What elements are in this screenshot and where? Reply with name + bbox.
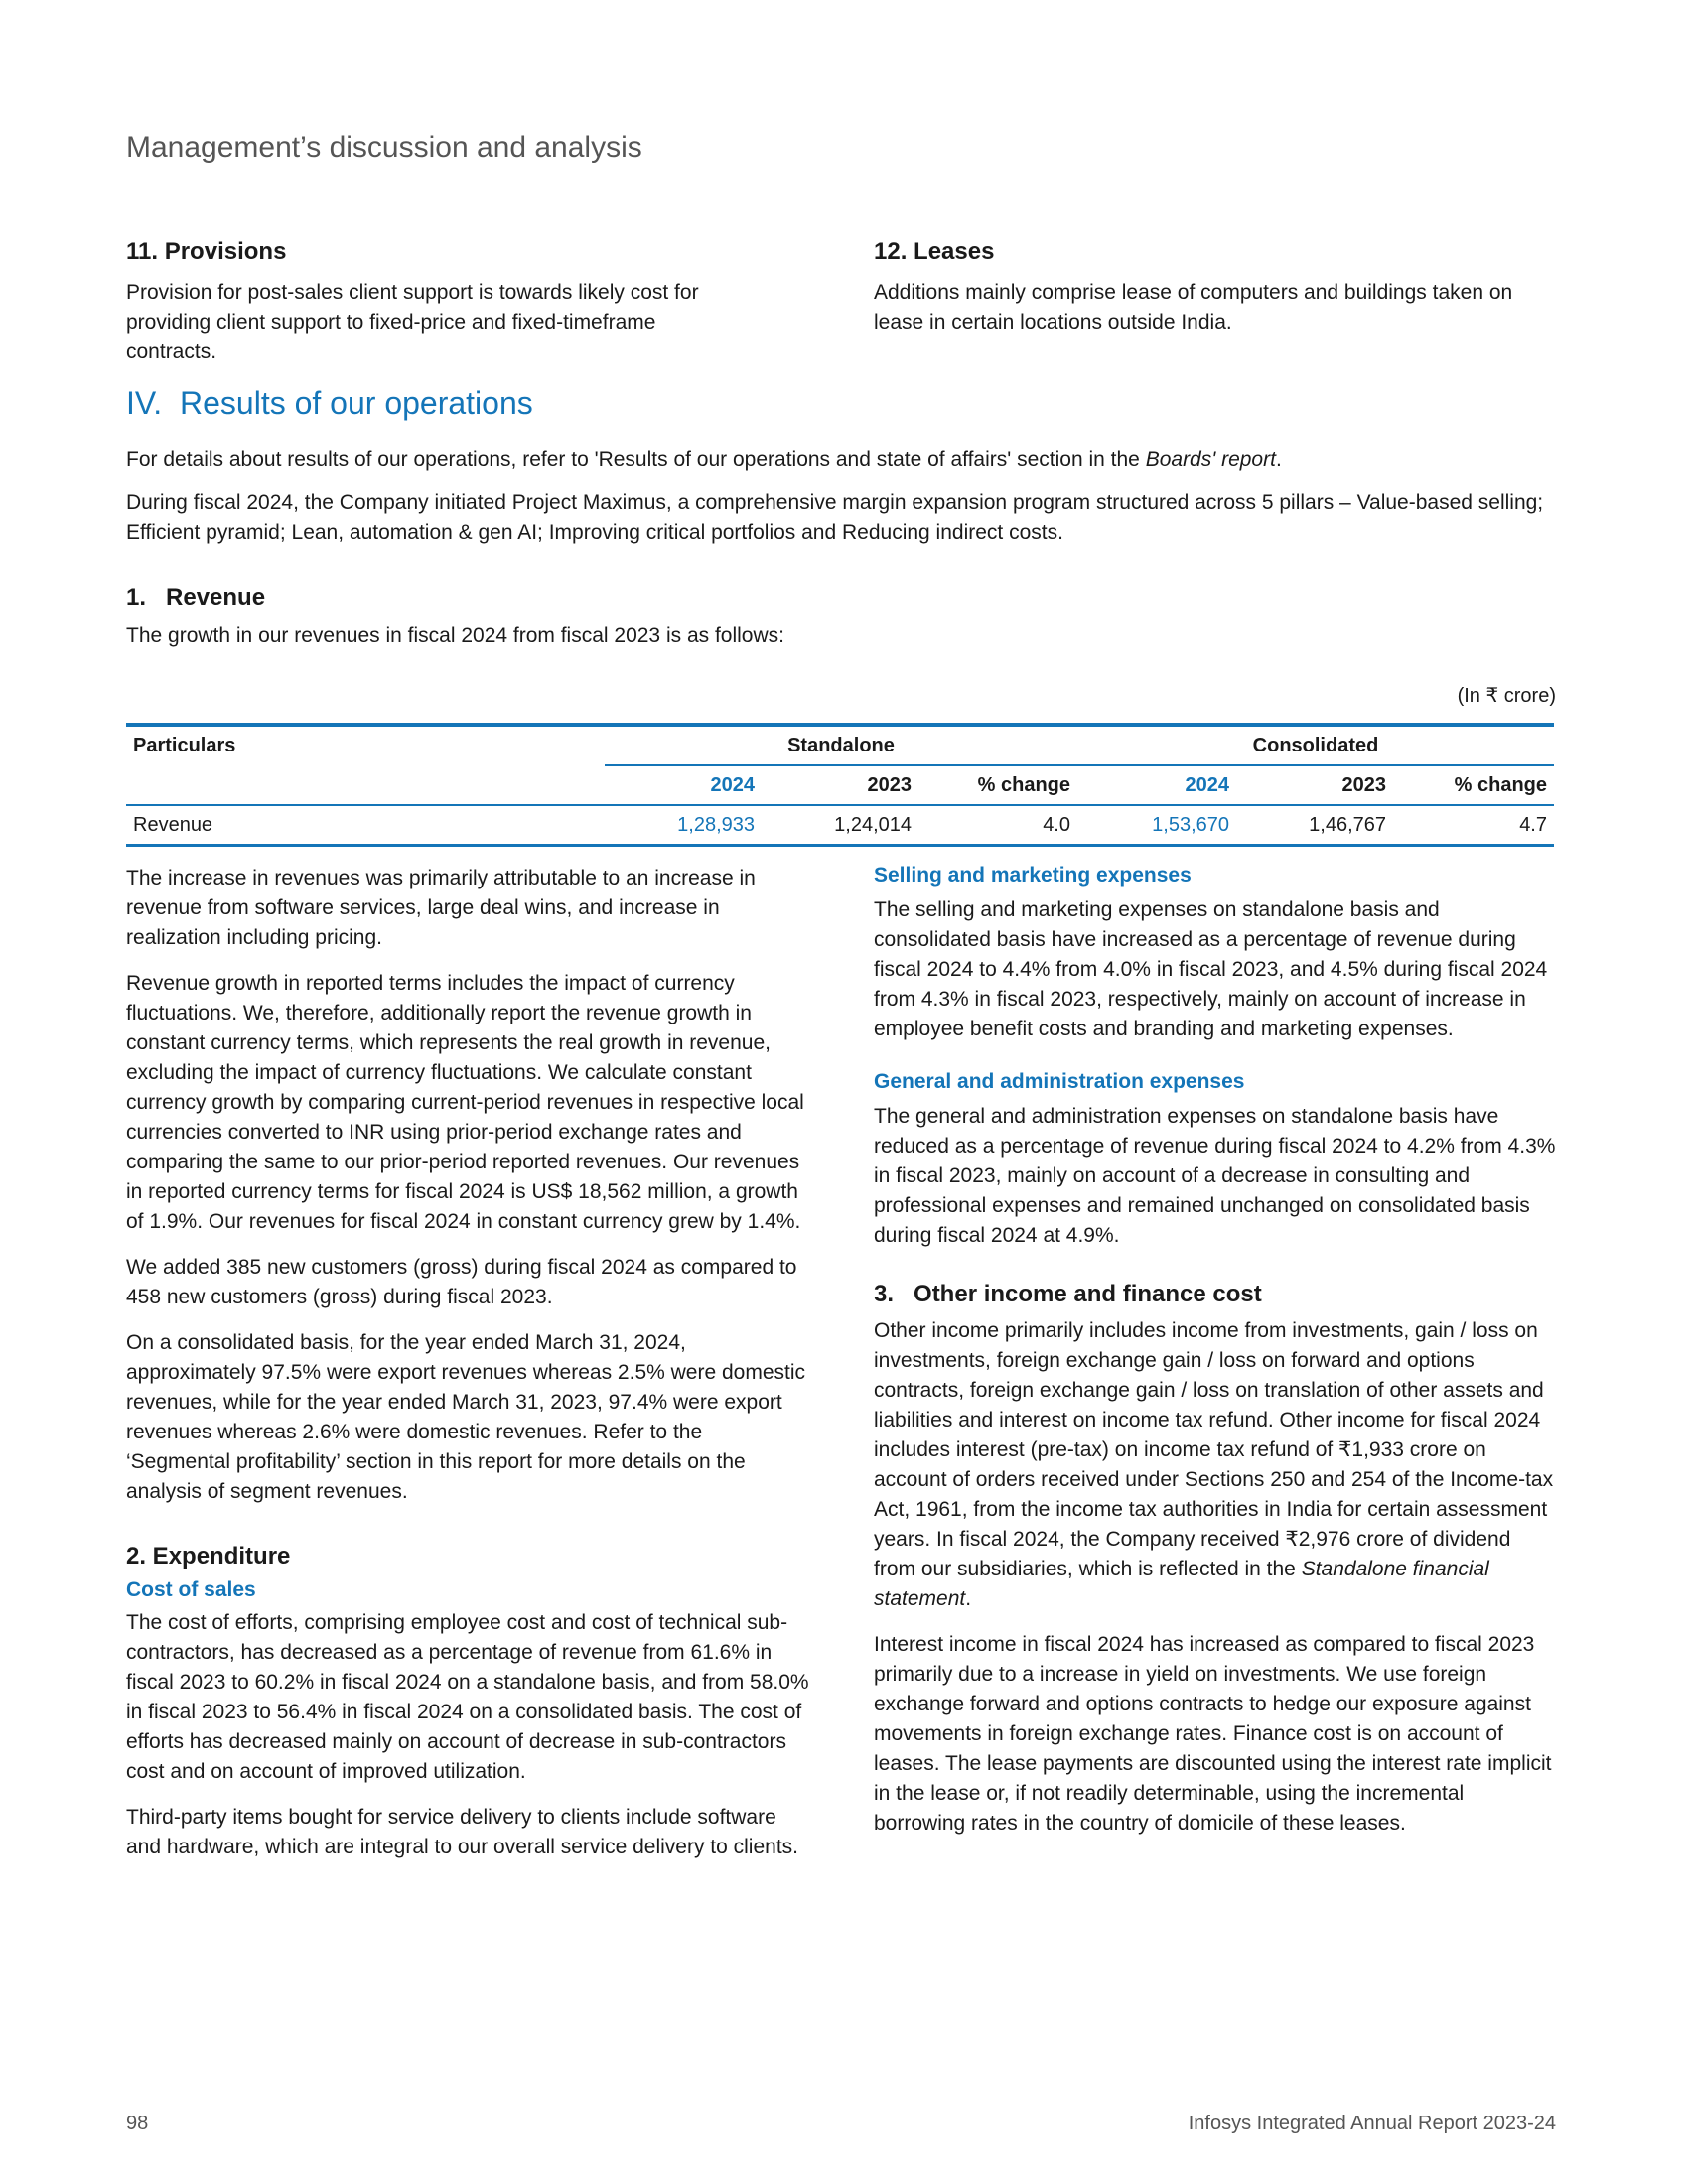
particulars-header: Particulars	[133, 735, 236, 756]
section-title	[126, 385, 533, 422]
revenue-heading-block	[126, 584, 784, 651]
selling-paragraph: The selling and marketing expenses on standalone basis and consolidated basis have increased as a percentage of revenue during fiscal 2024 to 4.4% from 4.0% in fiscal 2023, and 4.5% during fiscal 2024 from 4.3% in fiscal 2023, respectively, mainly on account of increase in employee benefit costs and branding and marketing expenses.	[874, 898, 1548, 1040]
selling-heading: Selling and marketing expenses	[874, 864, 1192, 887]
standalone-2023-header: 2023	[867, 773, 912, 796]
page-number: 98	[126, 2113, 149, 2134]
leases-heading: 12. Leases	[874, 238, 995, 265]
empty-cell	[126, 765, 605, 805]
intro-1-text: For details about results of our operations, refer to 'Results of our operations and state of affairs' section in the	[126, 448, 1146, 471]
consolidated-change-header: % change	[1454, 773, 1547, 796]
standalone-header: Standalone	[605, 725, 1077, 765]
revenue-paragraph-1: The increase in revenues was primarily attributable to an increase in revenue from software services, large deal wins, and increase in realization including pricing.	[126, 867, 756, 949]
consolidated-2024-value: 1,53,670	[1152, 813, 1229, 836]
consolidated-change-value: 4.7	[1519, 813, 1547, 836]
section-intro-1	[126, 445, 1556, 475]
section-intro-2: During fiscal 2024, the Company initiated Project Maximus, a comprehensive margin expansion program structured across 5 pillars – Value-based selling; Efficient pyramid; Lean, automation & gen AI; Improving critical portfolios and Reducing indirect costs.	[126, 491, 1544, 544]
left-column	[126, 864, 811, 1862]
standalone-2024-header: 2024	[710, 773, 755, 796]
table-header-row-2	[126, 765, 1554, 805]
expenditure-heading: 2. Expenditure	[126, 1543, 291, 1570]
leases-text: Additions mainly comprise lease of computers and buildings taken on lease in certain locations outside India.	[874, 281, 1513, 334]
standalone-2024-value: 1,28,933	[677, 813, 755, 836]
revenue-paragraph-2: Revenue growth in reported terms includes the impact of currency fluctuations. We, therefore, additionally report the revenue growth in constant currency terms, which represents the real growth in revenue, excluding the impact of currency fluctuations. We calculate constant currency growth by comparing current-period revenues in respective local currencies converted to INR using prior-period exchange rates and comparing the same to our prior-period reported revenues. Our revenues in reported currency terms for fiscal 2024 is US$ 18,562 million, a growth of 1.9%. Our revenues for fiscal 2024 in constant currency grew by 1.4%.	[126, 972, 804, 1233]
other-income-p1-italic: Standalone financial statement	[874, 1558, 1489, 1610]
page-header-title: Management’s discussion and analysis	[126, 131, 642, 164]
section-number: IV.	[126, 385, 163, 421]
row-label: Revenue	[133, 813, 213, 836]
consolidated-2023-value: 1,46,767	[1309, 813, 1386, 836]
other-income-paragraph-1	[874, 1316, 1557, 1614]
other-income-heading: 3. Other income and finance cost	[874, 1281, 1262, 1307]
consolidated-2023-header: 2023	[1341, 773, 1386, 796]
right-column	[874, 864, 1557, 1839]
other-income-p1-text: Other income primarily includes income from investments, gain / loss on investments, foreign exchange gain / loss on forward and options contracts, foreign exchange gain / loss on translation of other assets and liabilities and interest on income tax refund. Other income for fiscal 2024 includes interest (pre-tax) on income tax refund of ₹1,933 crore on account of orders received under Sections 250 and 254 of the Income-tax Act, 1961, from the income tax authorities in India for certain assessment years. In fiscal 2024, the Company received ₹2,976 crore of dividend from our subsidiaries, which is reflected in the	[874, 1319, 1554, 1580]
other-income-p1-end: .	[965, 1587, 972, 1610]
table-header-row-1	[126, 725, 1554, 765]
cost-of-sales-paragraph-2: Third-party items bought for service delivery to clients include software and hardware, which are integral to our overall service delivery to clients.	[126, 1806, 798, 1858]
ga-heading: General and administration expenses	[874, 1070, 1245, 1093]
consolidated-header: Consolidated	[1077, 725, 1554, 765]
provisions-heading: 11. Provisions	[126, 238, 287, 265]
other-income-paragraph-2: Interest income in fiscal 2024 has increased as compared to fiscal 2023 primarily due to a increase in yield on investments. We use foreign exchange forward and options contracts to hedge our exposure against movements in foreign exchange rates. Finance cost is on account of leases. The lease payments are discounted using the interest rate implicit in the lease or, if not readily determinable, using the incremental borrowing rates in the country of domicile of these leases.	[874, 1633, 1552, 1835]
section-title-text: Results of our operations	[180, 385, 533, 421]
revenue-table	[126, 723, 1554, 847]
ga-paragraph: The general and administration expenses on standalone basis have reduced as a percentage of revenue during fiscal 2024 to 4.2% from 4.3% in fiscal 2023, mainly on account of a decrease in consulting and professional expenses and remained unchanged on consolidated basis during fiscal 2024 at 4.9%.	[874, 1105, 1556, 1247]
revenue-intro: The growth in our revenues in fiscal 2024 from fiscal 2023 is as follows:	[126, 624, 784, 647]
report-title: Infosys Integrated Annual Report 2023-24	[1188, 2113, 1556, 2134]
revenue-paragraph-4: On a consolidated basis, for the year ended March 31, 2024, approximately 97.5% were export revenues whereas 2.5% were domestic revenues, while for the year ended March 31, 2023, 97.4% were export revenues whereas 2.6% were domestic revenues. Refer to the ‘Segmental profitability’ section in this report for more details on the analysis of segment revenues.	[126, 1331, 806, 1503]
leases-block	[874, 238, 1529, 338]
provisions-text: Provision for post-sales client support is towards likely cost for providing client support to fixed-price and fixed-timeframe contracts.	[126, 281, 699, 363]
revenue-paragraph-3: We added 385 new customers (gross) during fiscal 2024 as compared to 458 new customers (gross) during fiscal 2023.	[126, 1256, 797, 1308]
cost-of-sales-heading: Cost of sales	[126, 1578, 256, 1601]
section-intro	[126, 445, 1556, 548]
standalone-2023-value: 1,24,014	[834, 813, 912, 836]
standalone-change-header: % change	[977, 773, 1070, 796]
cost-of-sales-paragraph-1: The cost of efforts, comprising employee cost and cost of technical sub-contractors, has decreased as a percentage of revenue from 61.6% in fiscal 2023 to 60.2% in fiscal 2024 on a standalone basis, and from 58.0% in fiscal 2023 to 56.4% in fiscal 2024 on a consolidated basis. The cost of efforts has decreased mainly on account of decrease in sub-contractors cost and on account of improved utilization.	[126, 1611, 809, 1783]
table-row	[126, 805, 1554, 846]
revenue-heading: 1. Revenue	[126, 584, 266, 611]
consolidated-2024-header: 2024	[1185, 773, 1229, 796]
revenue-table-wrap	[126, 723, 1554, 847]
unit-label: (In ₹ crore)	[1457, 685, 1556, 707]
intro-1-end: .	[1275, 448, 1282, 471]
provisions-block	[126, 238, 722, 367]
standalone-change-value: 4.0	[1043, 813, 1070, 836]
intro-1-italic: Boards' report	[1145, 448, 1276, 471]
